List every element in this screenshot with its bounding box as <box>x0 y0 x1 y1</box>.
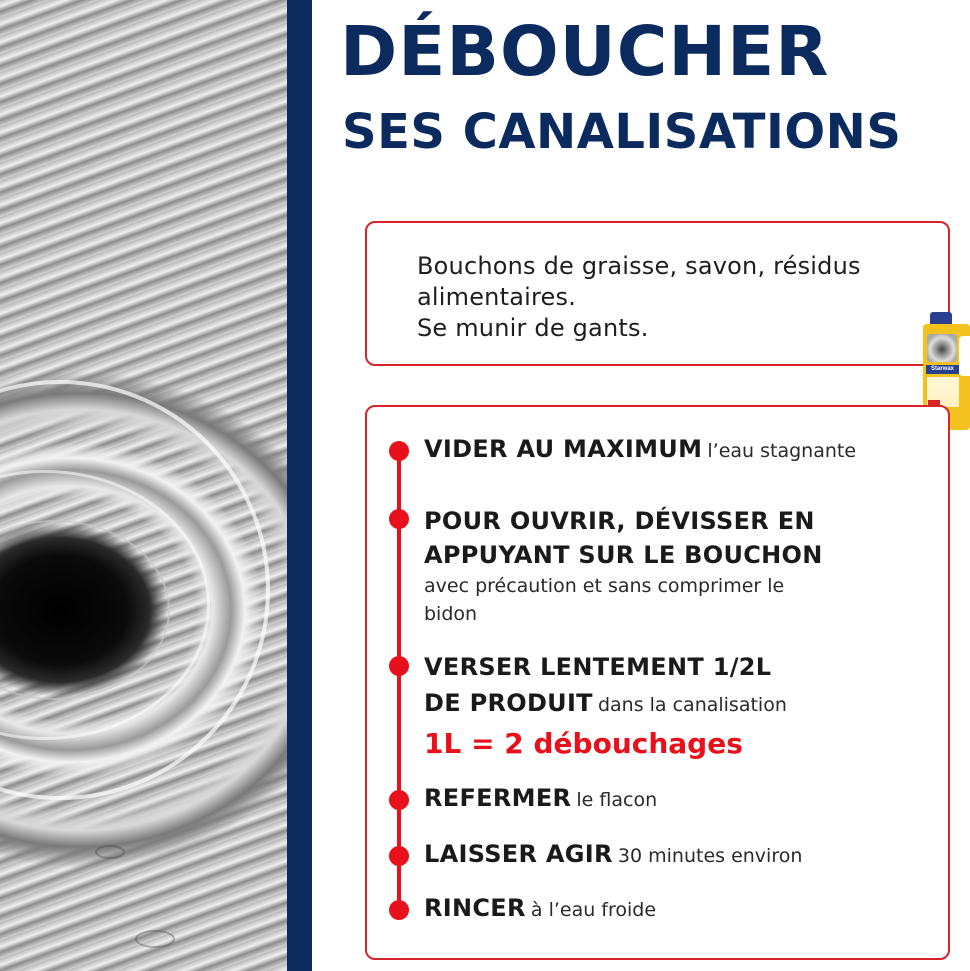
info-line: alimentaires. <box>417 283 577 311</box>
step-5 <box>424 840 802 868</box>
page-subtitle: SES CANALISATIONS <box>342 104 902 160</box>
step-4 <box>424 784 657 812</box>
swirl-ring <box>0 380 270 800</box>
step-title: LAISSER AGIR <box>424 840 613 868</box>
timeline-dot <box>389 846 409 866</box>
timeline-dot <box>389 509 409 529</box>
timeline-dot <box>389 656 409 676</box>
info-text <box>417 251 861 344</box>
step-2 <box>424 504 823 628</box>
step-title: REFERMER <box>424 784 572 812</box>
step-title: APPUYANT SUR LE BOUCHON <box>424 541 823 569</box>
brand-label: Starwax <box>926 365 959 374</box>
step-title: RINCER <box>424 894 526 922</box>
step-3 <box>424 649 787 764</box>
timeline-dot <box>389 441 409 461</box>
step-title: POUR OUVRIR, DÉVISSER EN <box>424 507 815 535</box>
timeline-dot <box>389 900 409 920</box>
water-ripple <box>135 930 175 948</box>
info-line: Bouchons de graisse, savon, résidus <box>417 252 861 280</box>
step-title: VERSER LENTEMENT 1/2L <box>424 653 772 681</box>
timeline-dot <box>389 790 409 810</box>
step-detail: le flacon <box>576 789 658 811</box>
accent-bar <box>287 0 312 971</box>
bottle-handle <box>959 336 970 376</box>
step-detail: bidon <box>424 603 478 625</box>
step-detail: dans la canalisation <box>597 694 787 716</box>
page-title: DÉBOUCHER <box>340 12 830 92</box>
info-box <box>365 221 950 366</box>
step-detail: à l’eau froide <box>530 899 657 921</box>
step-title: VIDER AU MAXIMUM <box>424 435 703 463</box>
step-1 <box>424 435 856 463</box>
step-title: DE PRODUIT <box>424 689 593 717</box>
step-6 <box>424 894 656 922</box>
water-ripple <box>95 845 125 859</box>
drain-water-photo <box>0 0 287 971</box>
step-detail: l’eau stagnante <box>707 440 857 462</box>
info-line: Se munir de gants. <box>417 314 649 342</box>
dose-highlight: 1L = 2 débouchages <box>424 727 743 760</box>
step-detail: 30 minutes environ <box>617 845 803 867</box>
drain-label-icon <box>927 334 957 362</box>
step-detail: avec précaution et sans comprimer le <box>424 575 785 597</box>
